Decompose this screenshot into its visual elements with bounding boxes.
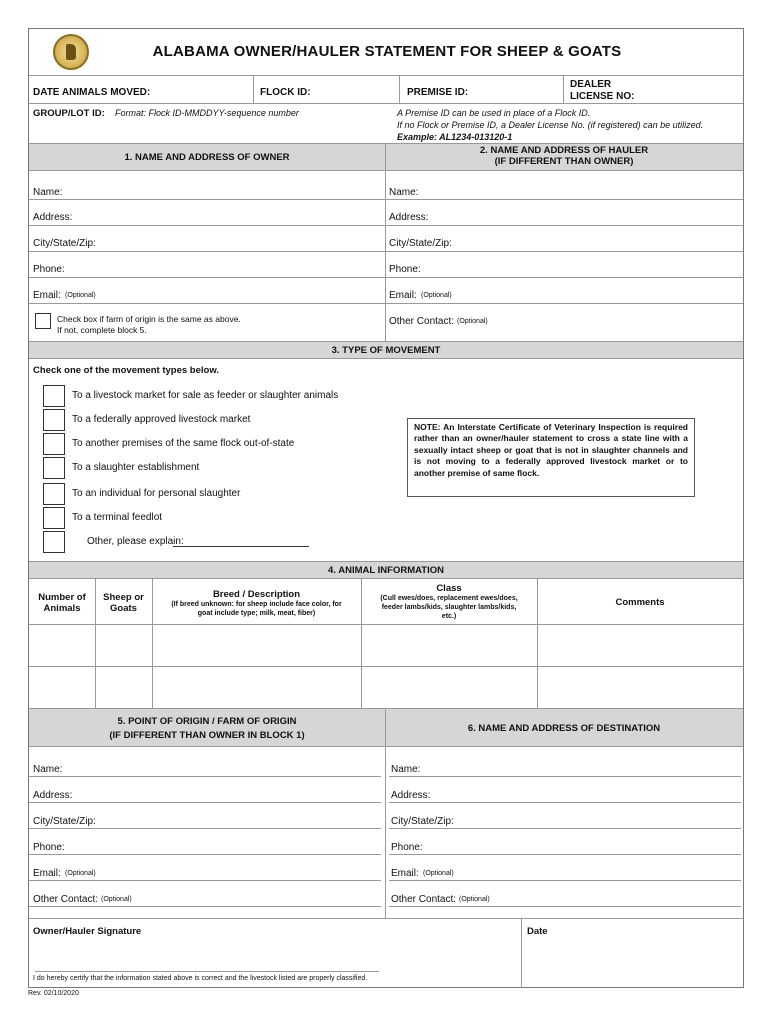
other-explain-line[interactable]	[173, 546, 309, 547]
destination-other-contact-label: Other Contact:	[391, 894, 457, 905]
hauler-address-label: Address:	[389, 212, 429, 223]
movement-checkbox-3[interactable]	[43, 433, 65, 455]
signature-field[interactable]	[29, 939, 519, 971]
owner-hauler-form	[28, 28, 744, 988]
movement-option-2: To a federally approved livestock market	[72, 414, 251, 425]
col-sheep-line2: Goats	[110, 603, 137, 614]
col-class-sub2: feeder lambs/kids, slaughter lambs/kids,	[381, 604, 517, 611]
origin-city-label: City/State/Zip:	[33, 816, 96, 827]
dealer-label-line1: DEALER	[570, 79, 612, 90]
signature-label: Owner/Hauler Signature	[33, 926, 142, 937]
movement-option-3: To another premises of the same flock out-of-state	[72, 438, 295, 449]
movement-checkbox-4[interactable]	[43, 457, 65, 479]
certification-text: I do hereby certify that the information stated above is correct and the livestock listed are properly classified.	[33, 975, 368, 982]
movement-checkbox-1[interactable]	[43, 385, 65, 407]
section2-title-line1: 2. NAME AND ADDRESS OF HAULER	[479, 145, 649, 156]
hauler-name-label: Name:	[389, 187, 419, 198]
origin-other-contact-optional: (Optional)	[101, 896, 132, 903]
movement-checkbox-7[interactable]	[43, 531, 65, 553]
flock-id-label: FLOCK ID:	[260, 87, 311, 98]
owner-email-optional: (Optional)	[65, 292, 96, 299]
premise-note-1: A Premise ID can be used in place of a Flock ID.	[397, 108, 591, 118]
section2-title-line2: (IF DIFFERENT THAN OWNER)	[494, 156, 634, 167]
destination-name-label: Name:	[391, 764, 421, 775]
interstate-note: NOTE: An Interstate Certificate of Veterinary Inspection is required rather than an owner/hauler statement to cross a state line with a sexually intact sheep or goat that is not in slaughter channels and is not moving to a federally approved livestock market or to another premise of same flock.	[407, 418, 695, 497]
section3-title: 3. TYPE OF MOVEMENT	[331, 345, 441, 356]
col-number-line1: Number of	[38, 592, 86, 603]
dealer-label-line2: LICENSE NO:	[570, 91, 635, 102]
movement-checkbox-6[interactable]	[43, 507, 65, 529]
movement-option-6: To a terminal feedlot	[72, 512, 163, 523]
owner-city-label: City/State/Zip:	[33, 238, 96, 249]
premise-example: Example: AL1234-013120-1	[397, 132, 513, 142]
date-moved-label: DATE ANIMALS MOVED:	[33, 87, 151, 98]
destination-email-optional: (Optional)	[423, 870, 454, 877]
animal-row-2[interactable]	[29, 667, 743, 708]
same-origin-text-2: If not, complete block 5.	[57, 325, 147, 335]
movement-checkbox-5[interactable]	[43, 483, 65, 505]
movement-checkbox-2[interactable]	[43, 409, 65, 431]
col-class-sub3: etc.)	[441, 613, 457, 620]
destination-other-contact-optional: (Optional)	[459, 896, 490, 903]
same-origin-checkbox[interactable]	[35, 313, 51, 329]
section1-title: 1. NAME AND ADDRESS OF OWNER	[124, 152, 290, 163]
owner-phone-label: Phone:	[33, 264, 65, 275]
premise-note-2: If no Flock or Premise ID, a Dealer License No. (if registered) can be utilized.	[397, 120, 704, 130]
hauler-email-label: Email:	[389, 290, 417, 301]
destination-city-label: City/State/Zip:	[391, 816, 454, 827]
animal-row-1[interactable]	[29, 625, 743, 666]
movement-option-1: To a livestock market for sale as feeder or slaughter animals	[72, 390, 339, 401]
col-breed-sub2: goat include type; milk, meat, fiber)	[197, 610, 316, 617]
destination-email-label: Email:	[391, 868, 419, 879]
col-breed-title: Breed / Description	[212, 589, 301, 600]
form-title: ALABAMA OWNER/HAULER STATEMENT FOR SHEEP & GOATS	[152, 43, 622, 60]
movement-option-7: Other, please explain:	[87, 536, 184, 547]
destination-address-label: Address:	[391, 790, 431, 801]
col-comments: Comments	[615, 597, 665, 608]
premise-id-label: PREMISE ID:	[407, 87, 469, 98]
hauler-email-optional: (Optional)	[421, 292, 452, 299]
col-sheep-line1: Sheep or	[103, 592, 144, 603]
movement-option-4: To a slaughter establishment	[72, 462, 200, 473]
same-origin-text-1: Check box if farm of origin is the same as above.	[57, 314, 241, 324]
group-lot-label: GROUP/LOT ID:	[33, 108, 105, 119]
owner-email-label: Email:	[33, 290, 61, 301]
hauler-other-contact-label: Other Contact:	[389, 316, 455, 327]
group-lot-format: Format: Flock ID-MMDDYY-sequence number	[115, 108, 299, 118]
origin-phone-label: Phone:	[33, 842, 65, 853]
section5-title-line2: (IF DIFFERENT THAN OWNER IN BLOCK 1)	[109, 730, 305, 741]
date-label: Date	[527, 926, 548, 937]
revision-date: Rev. 02/10/2020	[28, 990, 79, 997]
owner-address-label: Address:	[33, 212, 73, 223]
col-class-title: Class	[436, 583, 462, 594]
section4-title: 4. ANIMAL INFORMATION	[328, 565, 444, 576]
col-breed-sub1: (If breed unknown: for sheep include face color, for	[171, 601, 342, 608]
col-number-line2: Animals	[43, 603, 81, 614]
origin-name-label: Name:	[33, 764, 63, 775]
hauler-other-contact-optional: (Optional)	[457, 318, 488, 325]
section5-title-line1: 5. POINT OF ORIGIN / FARM OF ORIGIN	[117, 716, 297, 727]
col-class-sub1: (Cull ewes/does, replacement ewes/does,	[380, 595, 518, 602]
section6-title: 6. NAME AND ADDRESS OF DESTINATION	[467, 723, 661, 734]
movement-option-5: To an individual for personal slaughter	[72, 488, 241, 499]
owner-name-label: Name:	[33, 187, 63, 198]
origin-other-contact-label: Other Contact:	[33, 894, 99, 905]
origin-email-label: Email:	[33, 868, 61, 879]
hauler-city-label: City/State/Zip:	[389, 238, 452, 249]
hauler-phone-label: Phone:	[389, 264, 421, 275]
date-field[interactable]	[523, 939, 741, 987]
destination-phone-label: Phone:	[391, 842, 423, 853]
origin-email-optional: (Optional)	[65, 870, 96, 877]
movement-instruction: Check one of the movement types below.	[33, 365, 219, 376]
origin-address-label: Address:	[33, 790, 73, 801]
